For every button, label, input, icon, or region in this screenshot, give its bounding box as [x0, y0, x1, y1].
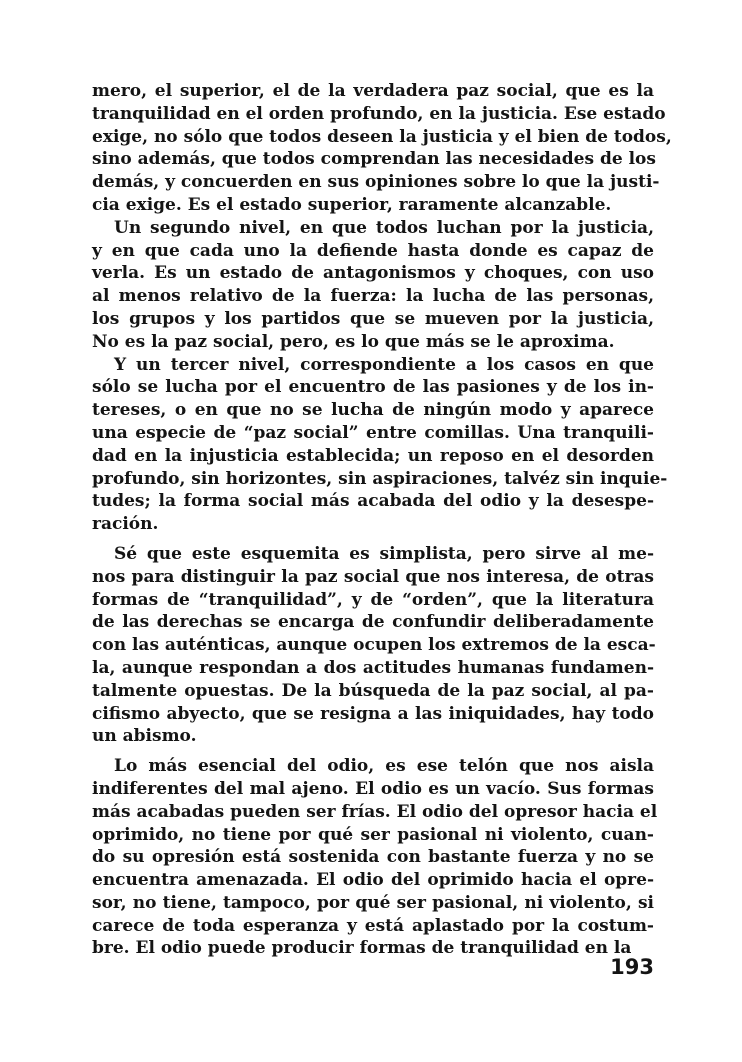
text-line: y en que cada uno la defiende hasta donde es capaz de — [92, 240, 654, 261]
text-line: carece de toda esperanza y está aplastado por la costum- — [92, 915, 654, 936]
text-line: tranquilidad en el orden profundo, en la justicia. Ese estado — [92, 103, 666, 124]
text-line: tereses, o en que no se lucha de ningún modo y aparece — [92, 400, 654, 421]
text-line: Un segundo nivel, en que todos luchan por la justicia, — [114, 217, 654, 238]
text-line: al menos relativo de la fuerza: la lucha de las personas, — [92, 286, 654, 307]
text-line: dad en la injusticia establecida; un reposo en el desorden — [92, 445, 654, 466]
text-line: mero, el superior, el de la verdadera paz social, que es la — [92, 81, 654, 101]
text-line: formas de “tranquilidad”, y de “orden”, que la literatura — [92, 589, 654, 610]
text-line: sólo se lucha por el encuentro de las pasiones y de los in- — [92, 377, 654, 398]
paragraph-gap — [92, 748, 654, 755]
text-line: indiferentes del mal ajeno. El odio es un vacío. Sus formas — [92, 778, 654, 799]
text-line: más acabadas pueden ser frías. El odio del opresor hacia el — [92, 801, 658, 822]
body-text — [92, 80, 672, 960]
text-line: exige, no sólo que todos deseen la justicia y el bien de todos, — [92, 126, 672, 147]
text-line: No es la paz social, pero, es lo que más se le aproxima. — [92, 331, 615, 352]
text-line: sor, no tiene, tampoco, por qué ser pasional, ni violento, si — [92, 892, 654, 913]
text-line: cifismo abyecto, que se resigna a las iniquidades, hay todo — [92, 703, 654, 724]
text-line: ración. — [92, 514, 159, 535]
text-line: oprimido, no tiene por qué ser pasional ni violento, cuan- — [92, 824, 654, 845]
text-line: los grupos y los partidos que se mueven por la justicia, — [92, 308, 654, 329]
text-line: Sé que este esquemita es simplista, pero sirve al me- — [114, 543, 654, 564]
text-line: un abismo. — [92, 726, 197, 747]
text-line: profundo, sin horizontes, sin aspiraciones, talvéz sin inquie- — [92, 468, 668, 489]
text-line: sino además, que todos comprendan las necesidades de los — [92, 149, 656, 170]
text-line: una especie de “paz social” entre comillas. Una tranquili- — [92, 422, 654, 443]
paragraph-p2 — [92, 217, 654, 354]
text-line: encuentra amenazada. El odio del oprimido hacia el opre- — [92, 870, 654, 891]
text-line: con las auténticas, aunque ocupen los extremos de la esca- — [92, 635, 656, 656]
text-line: nos para distinguir la paz social que nos interesa, de otras — [92, 566, 654, 587]
text-line: la, aunque respondan a dos actitudes humanas fundamen- — [92, 657, 654, 678]
text-line: demás, y concuerden en sus opiniones sobre lo que la justi- — [92, 172, 660, 193]
text-line: de las derechas se encarga de confundir deliberadamente — [92, 612, 654, 633]
text-line: cia exige. Es el estado superior, raramente alcanzable. — [92, 194, 612, 215]
paragraph-p3 — [92, 354, 668, 536]
paragraph-p1 — [92, 80, 672, 217]
paragraph-gap — [92, 536, 654, 543]
page-number: 193 — [610, 955, 654, 979]
text-line: verla. Es un estado de antagonismos y choques, con uso — [92, 263, 654, 284]
text-line: tudes; la forma social más acabada del odio y la desespe- — [92, 491, 654, 512]
text-line: bre. El odio puede producir formas de tranquilidad en la — [92, 938, 632, 959]
text-line: Y un tercer nivel, correspondiente a los casos en que — [114, 354, 654, 375]
text-line: talmente opuestas. De la búsqueda de la paz social, al pa- — [92, 680, 654, 701]
paragraph-p4 — [92, 543, 654, 748]
text-line: Lo más esencial del odio, es ese telón que nos aisla — [114, 756, 654, 777]
text-line: do su opresión está sostenida con bastante fuerza y no se — [92, 847, 654, 868]
paragraph-p5 — [92, 755, 658, 960]
